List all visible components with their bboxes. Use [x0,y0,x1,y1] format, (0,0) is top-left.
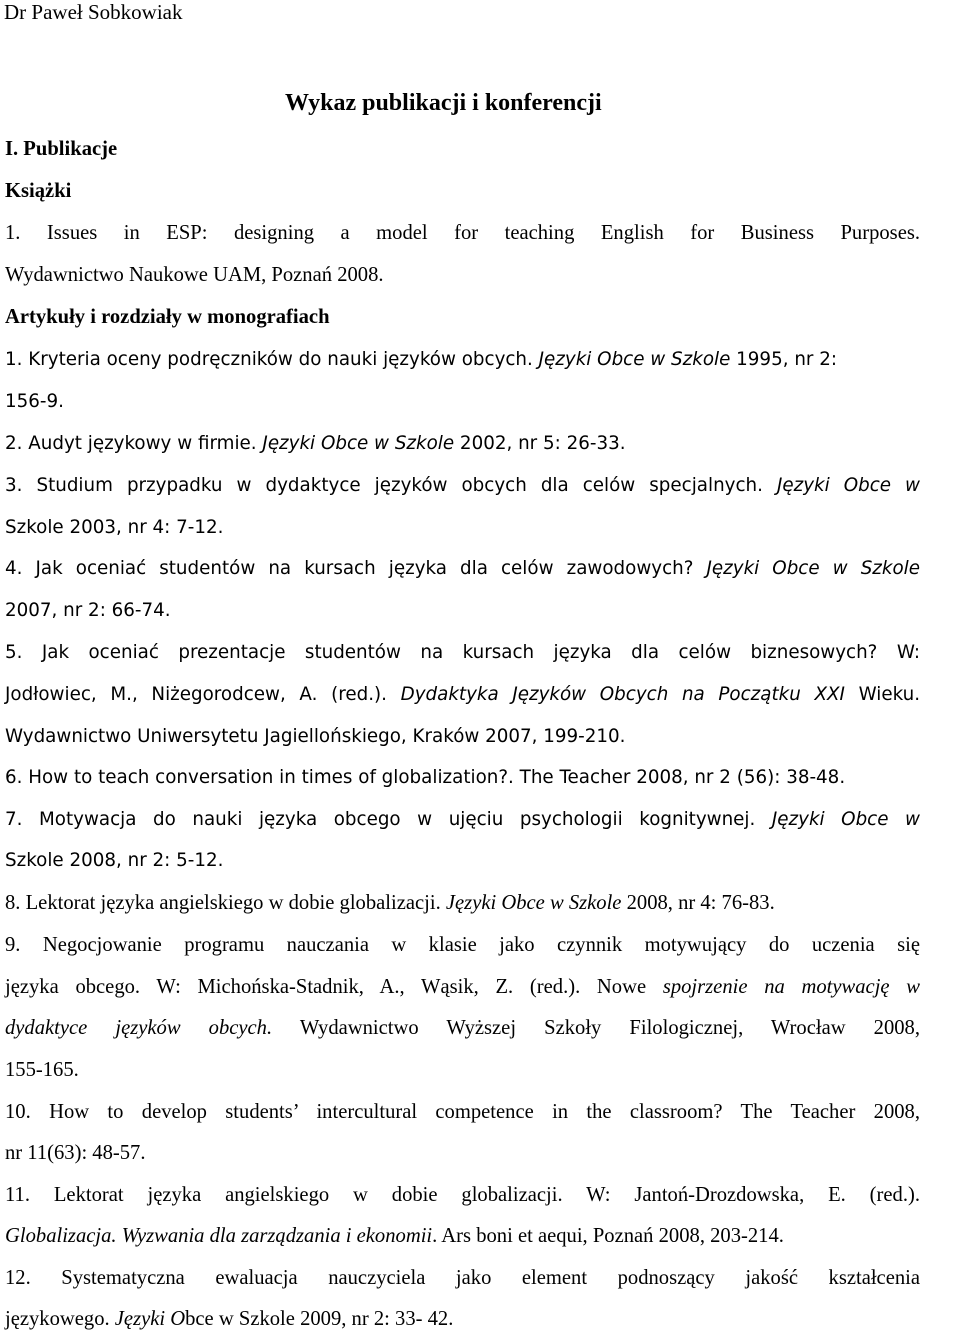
article-9-line-2: języka obcego. W: Michońska-Stadnik, A., Wąsik, Z. (red.). Nowe spojrzenie na motywację w [5,976,920,998]
article-6: 6. How to teach conversation in times of globalization?. The Teacher 2008, nr 2 (56): 38-48. [5,767,846,788]
journal-title: Języki Obce w Szkole [706,558,920,579]
article-1-line-1: 1. Kryteria oceny podręczników do nauki języków obcych. Języki Obce w Szkole 1995, nr 2: [5,349,838,370]
article-1-line-2: 156-9. [5,391,64,412]
article-7-line-1: 7. Motywacja do nauki języka obcego w ujęciu psychologii kognitywnej. Języki Obce w [5,809,920,830]
book-title: Dydaktyka Języków Obcych na Początku XXI [400,684,845,705]
section-heading: I. Publikacje [5,138,118,160]
article-11-line-1: 11. Lektorat języka angielskiego w dobie globalizacji. W: Jantoń-Drozdowska, E. (red.). [5,1184,920,1206]
author-name: Dr Paweł Sobkowiak [4,0,183,24]
page-title: Wykaz publikacji i konferencji [285,90,602,116]
article-12-line-2: językowego. Języki Obce w Szkole 2009, nr 2: 33- 42. [5,1308,454,1330]
article-8: 8. Lektorat języka angielskiego w dobie globalizacji. Języki Obce w Szkole 2008, nr 4: 76-83. [5,892,775,914]
article-5-line-3: Wydawnictwo Uniwersytetu Jagiellońskiego, Kraków 2007, 199-210. [5,726,626,747]
articles-heading: Artykuły i rozdziały w monografiach [5,306,330,328]
book-1-line-1: 1. Issues in ESP: designing a model for teaching English for Business Purposes. [5,222,920,244]
journal-title: Języki Obce w Szkole [262,433,455,454]
article-7-line-2: Szkole 2008, nr 2: 5-12. [5,850,224,871]
article-4-line-1: 4. Jak oceniać studentów na kursach języka dla celów zawodowych? Języki Obce w Szkole [5,558,920,579]
book-title: spojrzenie na motywację w [662,976,920,998]
journal-title: Języki Obce w Szkole [538,349,731,370]
journal-title: Języki Obce w [771,809,920,830]
journal-title: Języki Obce w Szkole [445,892,622,914]
article-3-line-1: 3. Studium przypadku w dydaktyce języków obcych dla celów specjalnych. Języki Obce w [5,475,920,496]
article-5-line-2: Jodłowiec, M., Niżegorodcew, A. (red.). Dydaktyka Języków Obcych na Początku XXI Wieku. [5,684,921,705]
journal-title: Języki Obce w [776,475,920,496]
books-heading: Książki [5,180,72,202]
article-9-line-4: 155-165. [5,1059,79,1081]
article-5-line-1: 5. Jak oceniać prezentacje studentów na kursach języka dla celów biznesowych? W: [5,642,920,663]
article-10-line-2: nr 11(63): 48-57. [5,1142,146,1164]
article-10-line-1: 10. How to develop students’ intercultural competence in the classroom? The Teacher 2008, [5,1101,920,1123]
article-12-line-1: 12. Systematyczna ewaluacja nauczyciela jako element podnoszący jakość kształcenia [5,1267,920,1289]
book-title: dydaktyce języków obcych. [5,1017,273,1039]
article-9-line-1: 9. Negocjowanie programu nauczania w klasie jako czynnik motywujący do uczenia się [5,934,920,956]
article-11-line-2: Globalizacja. Wyzwania dla zarządzania i ekonomii. Ars boni et aequi, Poznań 2008, 203-214. [5,1225,784,1247]
book-1-line-2: Wydawnictwo Naukowe UAM, Poznań 2008. [5,264,384,286]
article-9-line-3: dydaktyce języków obcych. Wydawnictwo Wyższej Szkoły Filologicznej, Wrocław 2008, [5,1017,920,1039]
journal-title: Języki O [114,1308,186,1330]
article-3-line-2: Szkole 2003, nr 4: 7-12. [5,517,224,538]
book-title: Globalizacja. Wyzwania dla zarządzania i ekonomii [5,1225,433,1247]
article-2: 2. Audyt językowy w firmie. Języki Obce w Szkole 2002, nr 5: 26-33. [5,433,626,454]
article-4-line-2: 2007, nr 2: 66-74. [5,600,171,621]
